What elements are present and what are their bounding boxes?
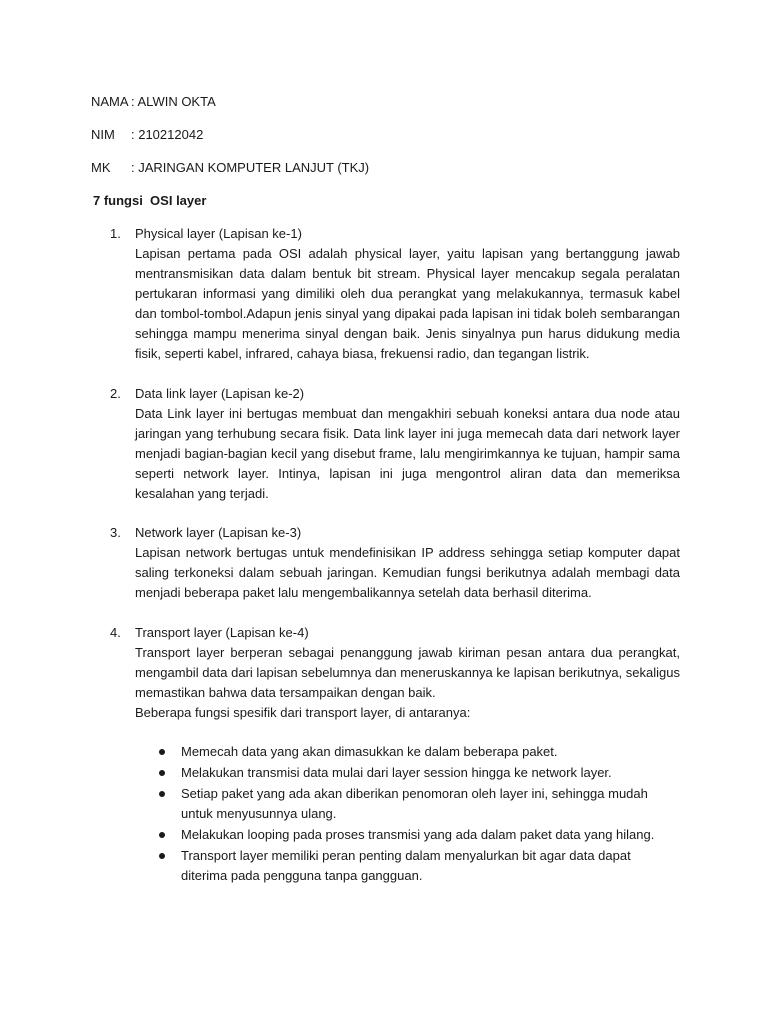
section-title-text: Transport layer (Lapisan ke-4): [135, 625, 309, 640]
section-title-text: Data link layer (Lapisan ke-2): [135, 386, 305, 401]
list-item: [157, 825, 679, 845]
section-number: 1.: [110, 226, 121, 241]
section-title-text: Physical layer (Lapisan ke-1): [135, 226, 302, 241]
list-item-text: Melakukan looping pada proses transmisi yang ada dalam paket data yang hilang.: [181, 827, 655, 842]
section-physical-layer: [110, 224, 680, 364]
section-body: [110, 543, 680, 603]
nim-value: : 210212042: [131, 127, 204, 142]
document-heading: 7 fungsi OSI layer: [93, 193, 207, 208]
nim-row: [91, 127, 203, 143]
list-item: [157, 846, 679, 886]
transport-functions-list: [157, 742, 679, 887]
nama-row: [91, 94, 216, 110]
list-item-text: Setiap paket yang ada akan diberikan penomoran oleh layer ini, sehingga mudah untuk menyusunnya ulang.: [181, 786, 648, 821]
nama-value: : ALWIN OKTA: [131, 94, 216, 109]
section-title: [110, 224, 680, 244]
list-item: [157, 763, 679, 783]
mk-label: MK: [91, 160, 111, 175]
section-number: 2.: [110, 386, 121, 401]
section-network-layer: [110, 523, 680, 603]
bullet-icon: [159, 770, 165, 776]
section-title: [110, 623, 680, 643]
section-title: [110, 384, 680, 404]
list-item: [157, 742, 679, 762]
section-body: [110, 643, 680, 723]
section-number: 4.: [110, 625, 121, 640]
mk-row: [91, 160, 369, 176]
bullet-icon: [159, 853, 165, 859]
bullet-icon: [159, 791, 165, 797]
nim-label: NIM: [91, 127, 115, 142]
section-paragraph: Lapisan pertama pada OSI adalah physical layer, yaitu lapisan yang bertanggung jawab mentransmisikan data dalam bentuk bit stream. Physical layer mencakup segala peralatan pertukaran informasi yang dimiliki oleh dua perangkat yang melakukannya, termasuk kabel dan tombol-tombol.Adapun jenis sinyal yang dipakai pada lapisan ini tidak boleh sembarangan sehingga mampu menerima sinyal dengan baik. Jenis sinyalnya pun harus didukung media fisik, seperti kabel, infrared, cahaya biasa, frekuensi radio, dan tegangan listrik.: [135, 246, 680, 361]
section-paragraph: Lapisan network bertugas untuk mendefinisikan IP address sehingga setiap komputer dapat saling terkoneksi dalam sebuah jaringan. Kemudian fungsi berikutnya adalah membagi data menjadi beberapa paket lalu mengembalikannya setelah data berhasil diterima.: [135, 545, 680, 600]
section-title: [110, 523, 680, 543]
section-paragraph: Transport layer berperan sebagai penanggung jawab kiriman pesan antara dua perangkat, mengambil data dari lapisan sebelumnya dan meneruskannya ke lapisan berikutnya, sekaligus memastikan bahwa data tersampaikan dengan baik.: [135, 645, 680, 700]
bullet-icon: [159, 749, 165, 755]
section-transport-layer: [110, 623, 680, 723]
section-body: [110, 404, 680, 504]
section-paragraph: Data Link layer ini bertugas membuat dan mengakhiri sebuah koneksi antara dua node atau jaringan yang terhubung secara fisik. Data link layer ini juga memecah data dari network layer menjadi bagian-bagian kecil yang disebut frame, lalu mengirimkannya ke tujuan, hampir sama seperti network layer. Intinya, lapisan ini juga mengontrol aliran data dan memeriksa kesalahan yang terjadi.: [135, 406, 680, 501]
list-item: [157, 784, 679, 824]
section-body: [110, 244, 680, 364]
section-data-link-layer: [110, 384, 680, 504]
mk-value: : JARINGAN KOMPUTER LANJUT (TKJ): [131, 160, 370, 175]
bullet-icon: [159, 832, 165, 838]
list-item-text: Melakukan transmisi data mulai dari layer session hingga ke network layer.: [181, 765, 612, 780]
section-title-text: Network layer (Lapisan ke-3): [135, 525, 302, 540]
section-paragraph-intro: Beberapa fungsi spesifik dari transport layer, di antaranya:: [135, 705, 471, 720]
nama-label: NAMA: [91, 94, 129, 109]
list-item-text: Memecah data yang akan dimasukkan ke dalam beberapa paket.: [181, 744, 558, 759]
section-number: 3.: [110, 525, 121, 540]
list-item-text: Transport layer memiliki peran penting dalam menyalurkan bit agar data dapat diterima pada pengguna tanpa gangguan.: [181, 848, 631, 883]
